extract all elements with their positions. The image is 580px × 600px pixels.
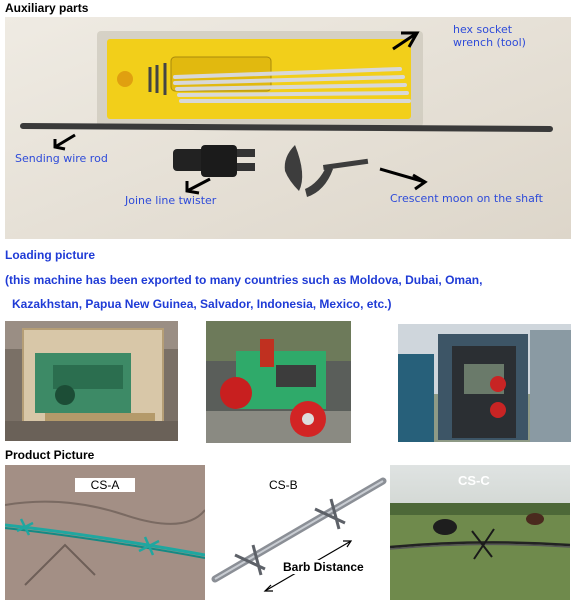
label-sending-wire-rod: Sending wire rod: [15, 152, 108, 165]
auxiliary-parts-photo: [5, 17, 571, 239]
section-title-auxiliary: Auxiliary parts: [5, 1, 89, 15]
hex-wrench-set: [97, 31, 423, 127]
label-cs-b: CS-B: [269, 478, 298, 492]
label-cs-a: CS-A: [90, 478, 120, 492]
loading-note-line-1: (this machine has been exported to many countries such as Moldova, Dubai, Oman,: [5, 273, 483, 287]
auxiliary-parts-illustration: [5, 17, 571, 239]
loading-photo-crate: [5, 321, 178, 441]
loading-note-line-2: Kazakhstan, Papua New Guinea, Salvador, Indonesia, Mexico, etc.): [12, 297, 392, 311]
label-line-twister: Joine line twister: [125, 194, 217, 207]
label-barb-distance: Barb Distance: [283, 560, 364, 574]
loading-photo-container: [398, 324, 571, 442]
wire-rod: [23, 126, 550, 129]
product-photo-cs-c: [390, 465, 570, 600]
label-hex-socket: hex socket: [453, 23, 513, 36]
product-photo-cs-a: [5, 465, 205, 600]
label-crescent-moon: Crescent moon on the shaft: [390, 192, 543, 205]
label-hex-wrench: wrench (tool): [453, 36, 526, 49]
loading-photo-machine: [206, 321, 351, 443]
section-title-loading: Loading picture: [5, 248, 95, 262]
label-cs-c: CS-C: [458, 473, 490, 488]
product-diagram-cs-b: [205, 465, 390, 600]
section-title-product: Product Picture: [5, 448, 95, 462]
